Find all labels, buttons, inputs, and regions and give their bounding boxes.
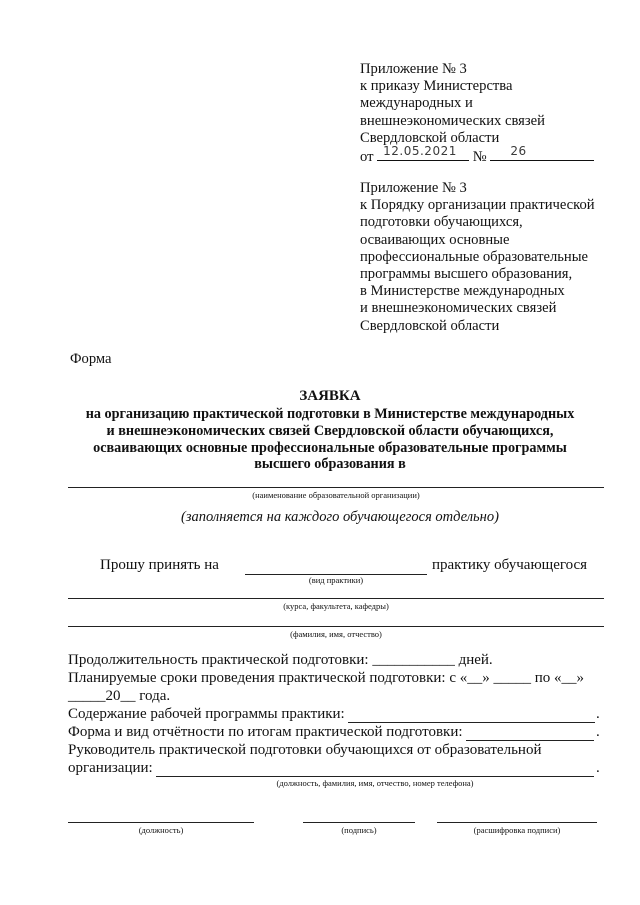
- practice-type-caption: (вид практики): [308, 575, 364, 585]
- appendix-procedure-line: в Министерстве международных: [360, 283, 565, 300]
- fio-caption: (фамилия, имя, отчество): [290, 629, 382, 639]
- report-period: .: [596, 724, 600, 740]
- program-label: Содержание рабочей программы практики:: [68, 706, 345, 722]
- fio-field: [68, 626, 604, 627]
- fill-note: (заполняется на каждого обучающегося отдельно): [181, 509, 499, 525]
- supervisor-line: Руководитель практической подготовки обучающихся от образовательной: [68, 742, 542, 758]
- supervisor-field: [156, 776, 594, 777]
- request-left: Прошу принять на: [100, 557, 219, 573]
- date-handwritten: 12.05.2021: [383, 143, 457, 158]
- signature-caption: (подпись): [341, 825, 377, 835]
- planned-dates-line: Планируемые сроки проведения практической подготовки: с «__» _____ по «__»: [68, 670, 585, 686]
- number-handwritten: 26: [510, 143, 527, 158]
- program-period: .: [596, 706, 600, 722]
- date-field: [377, 143, 469, 161]
- appendix-order-line: к приказу Министерства: [360, 78, 513, 95]
- appendix-procedure-line: профессиональные образовательные: [360, 248, 589, 265]
- org-name-field: [68, 487, 604, 488]
- course-field: [68, 598, 604, 599]
- program-field: [348, 722, 595, 723]
- position-field: [68, 822, 254, 823]
- appendix-procedure-line: Свердловской области: [360, 317, 500, 334]
- appendix-procedure-line: подготовки обучающихся,: [360, 214, 523, 231]
- appendix-order-line: международных и: [360, 95, 473, 112]
- number-label: №: [472, 149, 487, 166]
- signature-field: [303, 822, 415, 823]
- appendix-procedure-line: к Порядку организации практической: [360, 197, 595, 214]
- org-name-caption: (наименование образовательной организации): [252, 490, 420, 500]
- document-heading: ЗАЯВКА: [299, 388, 361, 404]
- request-right: практику обучающегося: [432, 557, 588, 573]
- title-line: и внешнеэкономических связей Свердловской области обучающихся,: [106, 422, 554, 439]
- duration-line: Продолжительность практической подготовки: ___________ дней.: [68, 652, 493, 668]
- signature-decode-caption: (расшифровка подписи): [473, 825, 561, 835]
- appendix-procedure-block: [360, 180, 595, 335]
- course-caption: (курса, факультета, кафедры): [283, 601, 389, 611]
- title-line: на организацию практической подготовки в Министерстве международных: [85, 406, 575, 422]
- appendix-procedure-line: программы высшего образования,: [360, 266, 573, 283]
- title-line: высшего образования в: [254, 456, 406, 473]
- signature-decode-field: [437, 822, 597, 823]
- report-field: [466, 740, 594, 741]
- planned-year-line: _____20__ года.: [68, 688, 171, 704]
- order-date-line: [360, 143, 594, 166]
- appendix-procedure-line: осваивающих основные: [360, 231, 510, 248]
- report-label: Форма и вид отчётности по итогам практической подготовки:: [68, 724, 463, 740]
- document-title: [60, 406, 600, 473]
- appendix-order-line: Приложение № 3: [360, 61, 467, 77]
- appendix-order-block: [360, 61, 594, 166]
- position-caption: (должность): [138, 825, 184, 835]
- appendix-procedure-line: Приложение № 3: [360, 180, 467, 196]
- title-line: осваивающих основные профессиональные образовательные программы: [93, 439, 567, 456]
- appendix-order-line: внешнеэкономических связей: [360, 112, 545, 129]
- form-label: Форма: [70, 351, 112, 367]
- appendix-order-line: Свердловской области: [360, 129, 500, 146]
- date-prefix: от: [360, 149, 374, 166]
- supervisor-period: .: [596, 760, 600, 776]
- appendix-procedure-line: и внешнеэкономических связей: [360, 300, 557, 317]
- supervisor-caption: (должность, фамилия, имя, отчество, номер телефона): [276, 778, 474, 788]
- number-field: [490, 143, 594, 161]
- supervisor-org-label: организации:: [68, 760, 153, 776]
